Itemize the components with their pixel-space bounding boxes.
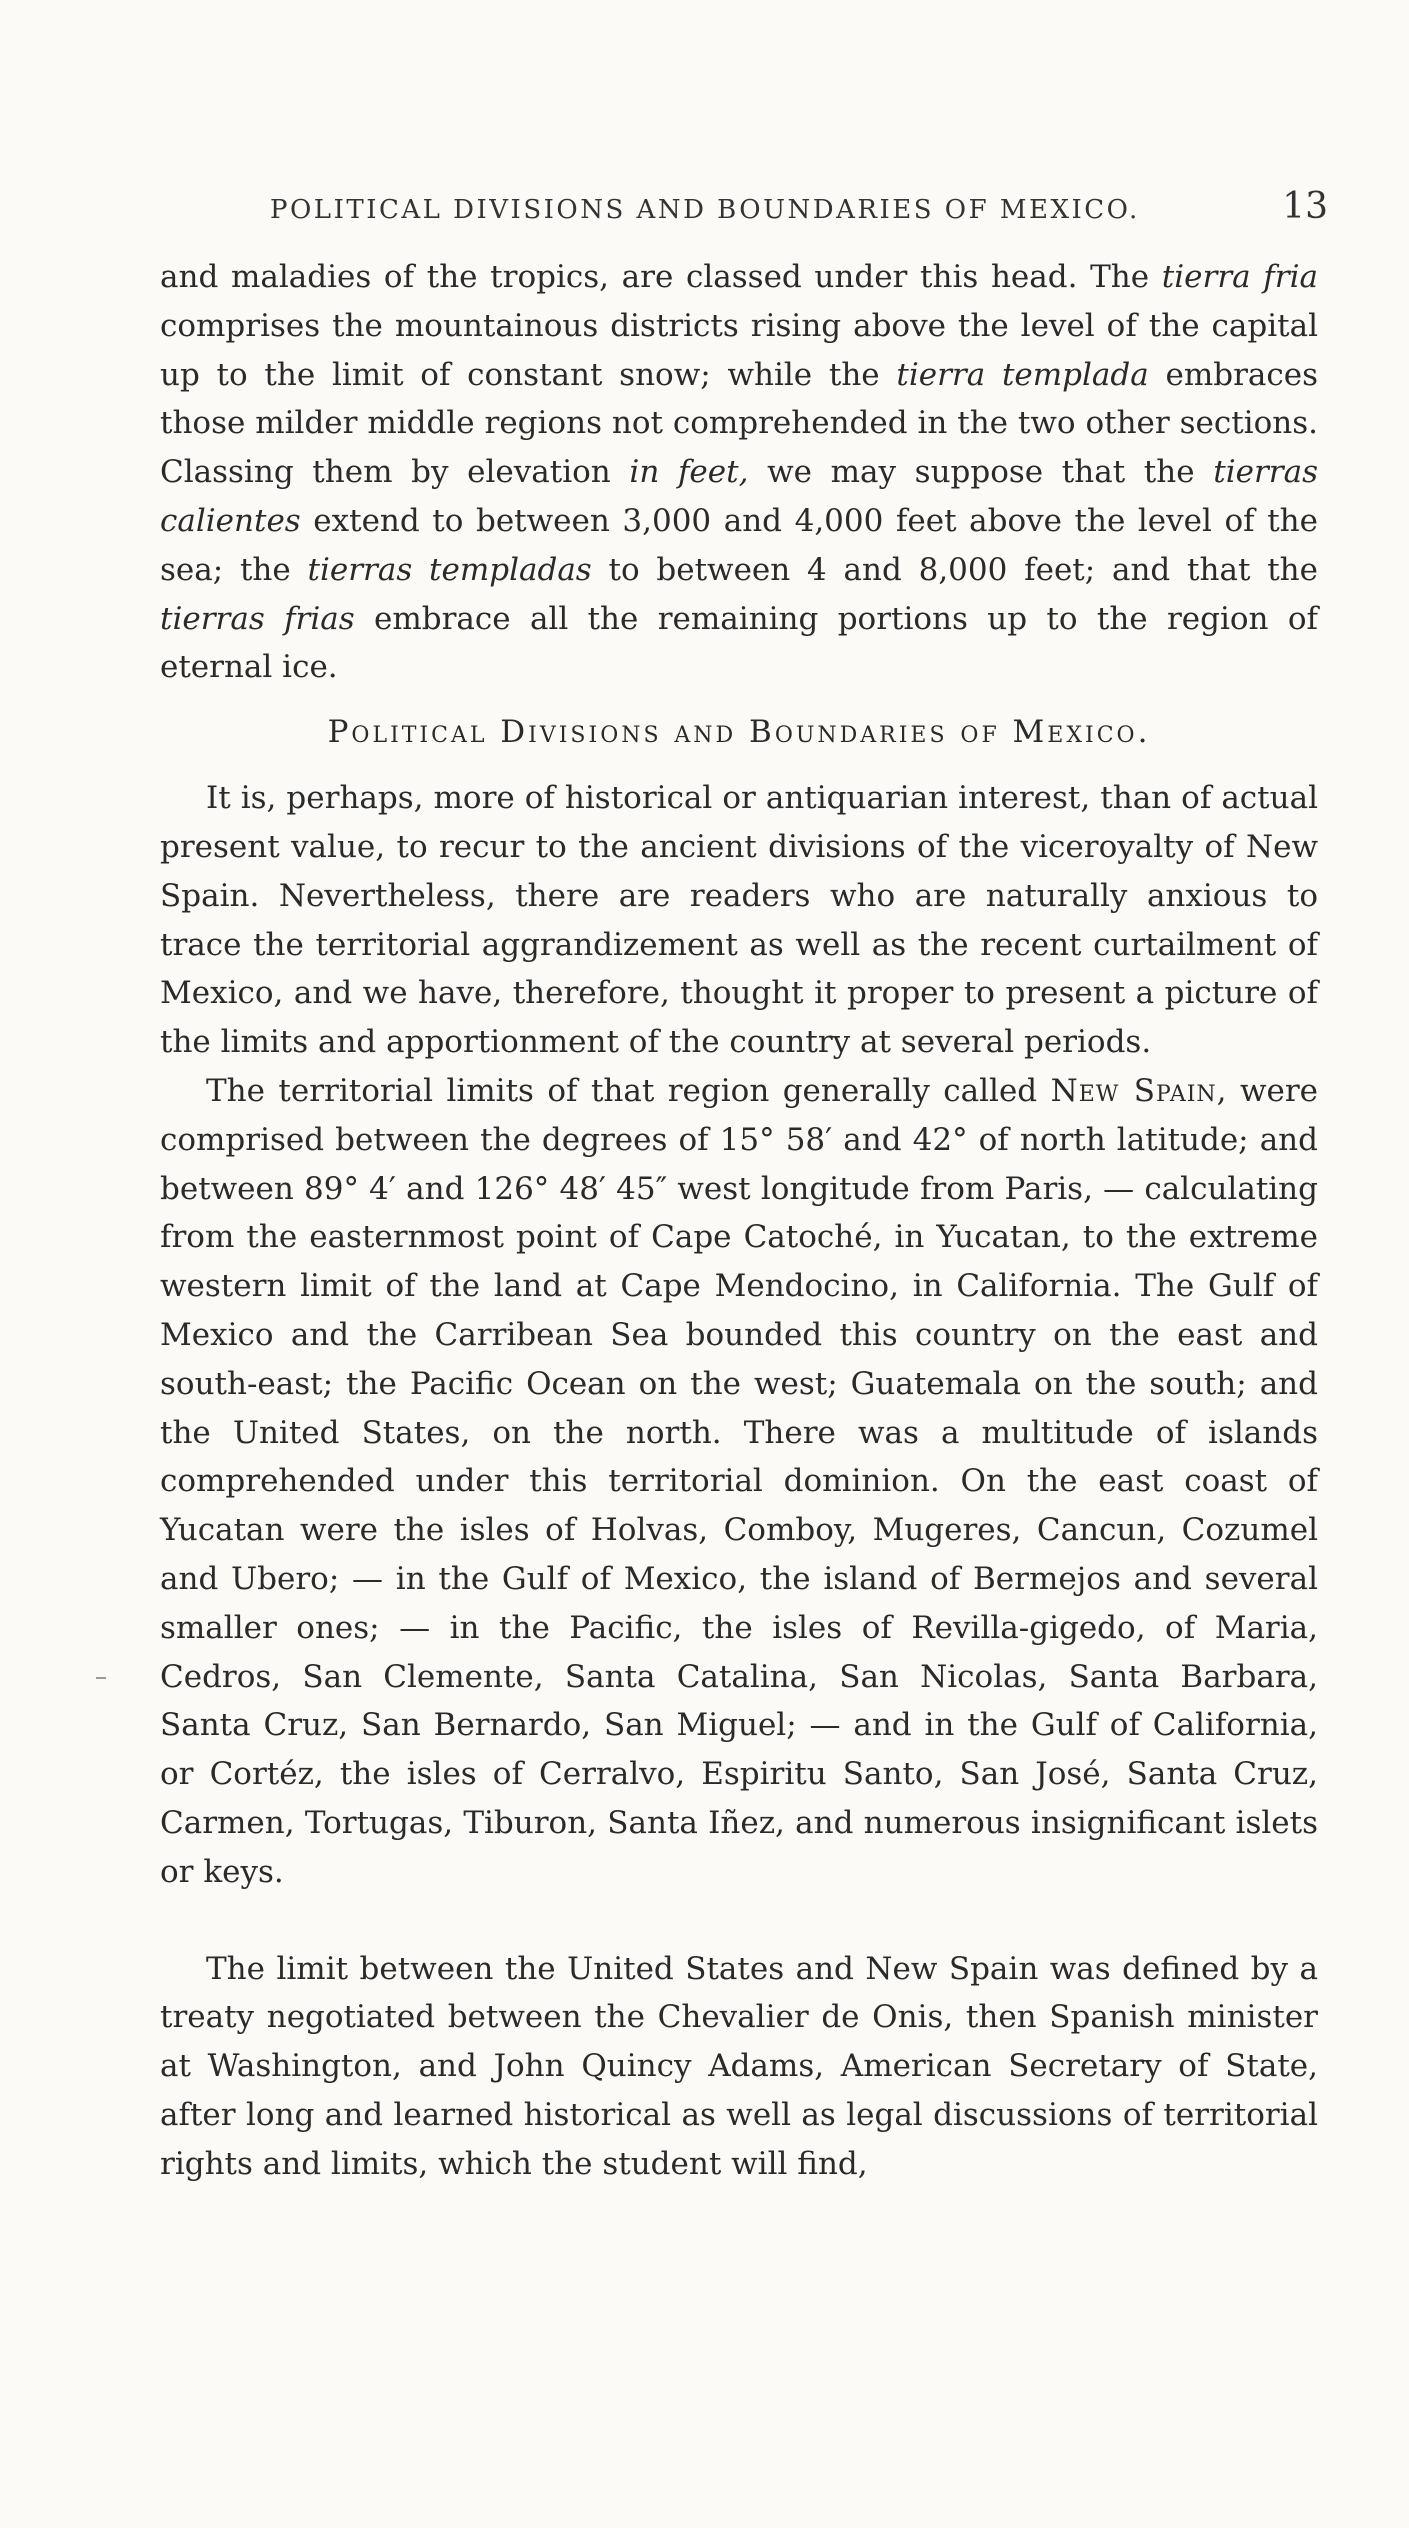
paragraph-treaty-limit: The limit between the United States and New Spain was defined by a treaty negotiated between the Chevalier de Onis, then Spanish minister at Washington, and John Quincy Adams, American Secretary of State, after long and learned historical as well as legal discussions of territorial rights and limits, which the student will find, bbox=[160, 1950, 1318, 2182]
margin-mark bbox=[96, 1677, 106, 1679]
paragraph-climate-zones: and maladies of the tropics, are classed under this head. The tierra fria comprises the mountainous districts rising above the level of the capital up to the limit of constant snow; while the tierra templada embraces those milder middle regions not comprehended in the two other sections. Classing them by elevation in feet, we may suppose that the tierras calientes extend to between 3,000 and 4,000 feet above the level of the sea; the tierras templadas to between 4 and 8,000 feet; and that the tierras frias embrace all the remaining portions up to the region of eternal ice. bbox=[160, 259, 1319, 686]
term-tierra-templada: tierra templada bbox=[896, 356, 1149, 393]
book-page bbox=[160, 186, 1328, 2188]
section-heading: Political Divisions and Boundaries of Mexico. bbox=[327, 714, 1151, 751]
page-number: 13 bbox=[1282, 186, 1328, 227]
term-tierras-templadas: tierras templadas bbox=[307, 551, 592, 588]
term-tierras-frias: tierras frias bbox=[160, 600, 355, 637]
running-header bbox=[270, 186, 1328, 227]
term-tierras-calientes: tierras calientes bbox=[160, 454, 1318, 539]
paragraph-gap bbox=[160, 1897, 1318, 1945]
term-new-spain: New Spain bbox=[1050, 1072, 1217, 1109]
term-in-feet: in feet, bbox=[629, 454, 749, 491]
paragraph-territorial-limits: The territorial limits of that region generally called New Spain, were comprised between the degrees of 15° 58′ and 42° of north latitude; and between 89° 4′ and 126° 48′ 45″ west longitude from Paris, — calculating from the easternmost point of Cape Catoché, in Yucatan, to the extreme western limit of the land at Cape Mendocino, in California. The Gulf of Mexico and the Carribean Sea bounded this country on the east and south-east; the Pacific Ocean on the west; Guatemala on the south; and the United States, on the north. There was a multitude of islands comprehended under this territorial dominion. On the east coast of Yucatan were the isles of Holvas, Comboy, Mugeres, Cancun, Cozumel and Ubero; — in the Gulf of Mexico, the island of Bermejos and several smaller ones; — in the Pacific, the isles of Revilla-gigedo, of Maria, Cedros, San Clemente, Santa Catalina, San Nicolas, Santa Barbara, Santa Cruz, San Bernardo, San Miguel; — and in the Gulf of California, or Cortéz, the isles of Cerralvo, Espiritu Santo, San José, Santa Cruz, Carmen, Tortugas, Tiburon, Santa Iñez, and numerous insignificant islets or keys. bbox=[160, 1072, 1318, 1890]
running-title: POLITICAL DIVISIONS AND BOUNDARIES OF MEXICO. bbox=[270, 195, 1140, 225]
paragraph-ancient-divisions: It is, perhaps, more of historical or antiquarian interest, than of actual present value, to recur to the ancient divisions of the viceroyalty of New Spain. Nevertheless, there are readers who are naturally anxious to trace the territorial aggrandizement as well as the recent curtailment of Mexico, and we have, therefore, thought it proper to present a picture of the limits and apportionment of the country at several periods. bbox=[160, 780, 1318, 1061]
term-tierra-fria: tierra fria bbox=[1161, 259, 1318, 295]
